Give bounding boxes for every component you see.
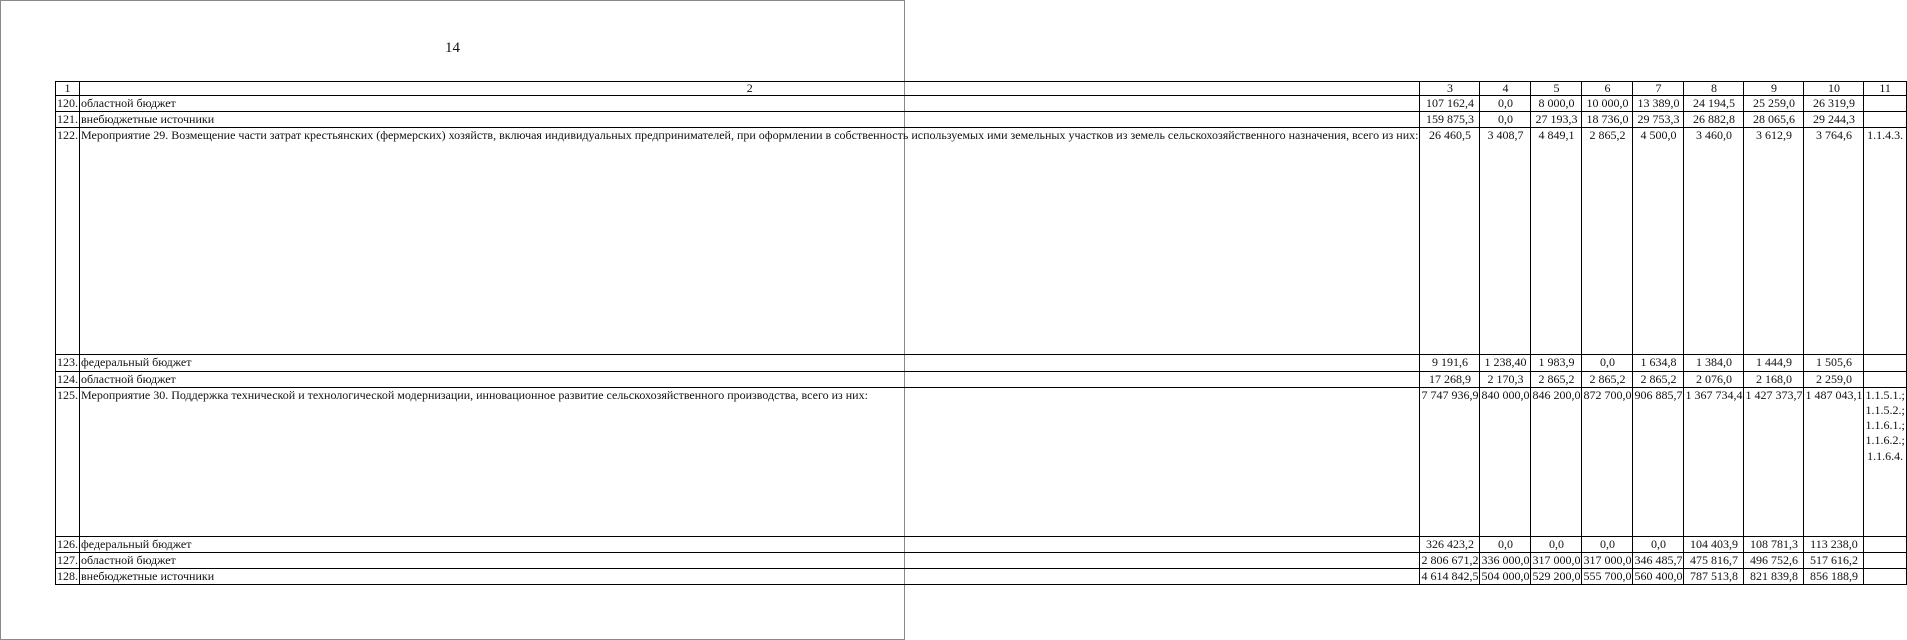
value-cell: 840 000,0 — [1480, 387, 1531, 536]
code-cell — [1864, 355, 1906, 371]
row-number: 124. — [57, 371, 78, 386]
code-cell — [1864, 112, 1906, 128]
value-cell: 4 500,0 — [1633, 128, 1684, 355]
value-cell: 1 384,0 — [1684, 355, 1744, 371]
value-cell: 317 000,0 — [1583, 553, 1632, 568]
row-name: внебюджетные источники — [80, 112, 1420, 128]
row-name: областной бюджет — [80, 96, 1420, 112]
column-header: 3 — [1420, 82, 1480, 96]
row-name: Мероприятие 30. Поддержка технической и технологической модернизации, инновационное развитие сельскохозяйственного производства, всего из них: — [80, 387, 1420, 536]
code-cell — [1864, 371, 1906, 387]
value-cell: 29 753,3 — [1633, 112, 1684, 128]
value-cell: 2 168,0 — [1744, 371, 1804, 387]
value-cell: 0,0 — [1582, 355, 1633, 371]
row-number: 125. — [56, 387, 80, 536]
value-cell: 108 781,3 — [1744, 536, 1804, 552]
value-cell: 560 400,0 — [1634, 569, 1683, 584]
value-cell: 9 191,6 — [1420, 355, 1480, 371]
row-name: областной бюджет — [80, 371, 1420, 387]
value-cell: 8 000,0 — [1531, 96, 1582, 112]
page-number: 14 — [445, 40, 460, 56]
value-cell: 2 865,2 — [1582, 371, 1633, 387]
value-cell: 1 634,8 — [1633, 355, 1684, 371]
value-cell: 2 806 671,2 — [1421, 553, 1479, 568]
value-cell: 104 403,9 — [1684, 536, 1744, 552]
table-row — [56, 112, 1907, 128]
code-cell — [1864, 128, 1906, 355]
row-number: 121. — [57, 112, 78, 127]
value-cell: 0,0 — [1480, 96, 1531, 112]
value-cell: 1 444,9 — [1744, 355, 1804, 371]
value-cell: 317 000,0 — [1532, 553, 1581, 568]
row-name: внебюджетные источники — [80, 569, 1420, 585]
code-line: 1.1.5.1.; — [1865, 387, 1905, 402]
value-cell: 3 408,7 — [1480, 128, 1531, 355]
value-cell: 821 839,8 — [1744, 569, 1804, 585]
value-cell: 2 865,2 — [1633, 371, 1684, 387]
value-cell: 29 244,3 — [1804, 112, 1864, 128]
value-cell: 2 170,3 — [1480, 371, 1531, 387]
value-cell: 336 000,0 — [1481, 553, 1530, 568]
value-cell: 13 389,0 — [1633, 96, 1684, 112]
value-cell: 2 076,0 — [1684, 371, 1744, 387]
value-cell: 26 882,8 — [1684, 112, 1744, 128]
value-cell: 504 000,0 — [1481, 569, 1530, 584]
value-cell: 4 849,1 — [1531, 128, 1582, 355]
value-cell: 27 193,3 — [1531, 112, 1582, 128]
column-header: 9 — [1744, 82, 1804, 96]
value-cell: 28 065,6 — [1744, 112, 1804, 128]
column-header: 6 — [1582, 82, 1633, 96]
row-name: федеральный бюджет — [80, 536, 1420, 552]
table-header-row — [56, 82, 1907, 96]
code-cell — [1864, 96, 1906, 112]
table-row — [56, 387, 1907, 536]
value-cell: 846 200,0 — [1531, 387, 1582, 536]
value-cell: 517 616,2 — [1804, 553, 1864, 569]
value-cell: 3 460,0 — [1684, 128, 1744, 355]
value-cell: 107 162,4 — [1420, 96, 1480, 112]
value-cell: 0,0 — [1582, 536, 1633, 552]
code-line: 1.1.5.2.; — [1865, 403, 1905, 418]
value-cell: 326 423,2 — [1420, 536, 1480, 552]
value-cell: 17 268,9 — [1420, 371, 1480, 387]
value-cell: 856 188,9 — [1804, 569, 1864, 585]
value-cell: 4 614 842,5 — [1421, 569, 1479, 584]
value-cell: 0,0 — [1480, 112, 1531, 128]
value-cell: 872 700,0 — [1582, 387, 1633, 536]
value-cell: 113 238,0 — [1804, 536, 1864, 552]
value-cell: 906 885,7 — [1633, 387, 1684, 536]
value-cell: 10 000,0 — [1582, 96, 1633, 112]
table-row — [56, 355, 1907, 371]
row-number: 123. — [57, 355, 78, 370]
table-row — [56, 553, 1907, 569]
value-cell: 3 764,6 — [1804, 128, 1864, 355]
value-cell: 7 747 936,9 — [1420, 387, 1480, 536]
value-cell: 2 865,2 — [1582, 128, 1633, 355]
value-cell: 159 875,3 — [1420, 112, 1480, 128]
code-cell — [1864, 553, 1906, 569]
value-cell: 475 816,7 — [1684, 553, 1744, 569]
value-cell: 2 865,2 — [1531, 371, 1582, 387]
value-cell: 0,0 — [1531, 536, 1582, 552]
value-cell: 26 460,5 — [1420, 128, 1480, 355]
value-cell: 496 752,6 — [1744, 553, 1804, 569]
value-cell: 346 485,7 — [1634, 553, 1683, 568]
value-cell: 2 259,0 — [1804, 371, 1864, 387]
row-number: 120. — [57, 96, 78, 110]
value-cell: 1 367 734,4 — [1684, 387, 1744, 536]
value-cell: 1 427 373,7 — [1744, 387, 1804, 536]
value-cell: 787 513,8 — [1684, 569, 1744, 585]
code-cell — [1864, 387, 1906, 536]
column-header: 10 — [1804, 82, 1864, 96]
value-cell: 26 319,9 — [1804, 96, 1864, 112]
column-header: 5 — [1531, 82, 1582, 96]
value-cell: 1 983,9 — [1531, 355, 1582, 371]
value-cell: 0,0 — [1480, 536, 1531, 552]
budget-table — [55, 81, 1907, 585]
value-cell: 1 238,40 — [1480, 355, 1531, 371]
code-cell — [1864, 569, 1906, 585]
code-line: 1.1.4.3. — [1867, 128, 1904, 143]
value-cell: 18 736,0 — [1582, 112, 1633, 128]
row-number: 128. — [57, 569, 78, 584]
code-cell — [1864, 536, 1906, 552]
table-row — [56, 371, 1907, 387]
value-cell: 1 487 043,1 — [1804, 387, 1864, 536]
value-cell: 24 194,5 — [1684, 96, 1744, 112]
value-cell: 0,0 — [1633, 536, 1684, 552]
value-cell: 529 200,0 — [1532, 569, 1581, 584]
value-cell: 555 700,0 — [1583, 569, 1632, 584]
column-header: 7 — [1633, 82, 1684, 96]
code-line: 1.1.6.4. — [1867, 448, 1904, 463]
column-header: 2 — [80, 82, 1420, 96]
value-cell: 25 259,0 — [1744, 96, 1804, 112]
row-number: 126. — [57, 536, 78, 551]
value-cell: 1 505,6 — [1804, 355, 1864, 371]
table-row — [56, 96, 1907, 112]
value-cell: 3 612,9 — [1744, 128, 1804, 355]
row-number: 127. — [57, 553, 78, 568]
code-line: 1.1.6.2.; — [1865, 433, 1905, 448]
table-row — [56, 128, 1907, 355]
table-row — [56, 569, 1907, 585]
row-name: федеральный бюджет — [80, 355, 1420, 371]
row-number: 122. — [56, 128, 80, 355]
row-name: областной бюджет — [80, 553, 1420, 569]
column-header: 4 — [1480, 82, 1531, 96]
code-line: 1.1.6.1.; — [1865, 418, 1905, 433]
row-name: Мероприятие 29. Возмещение части затрат крестьянских (фермерских) хозяйств, включая индивидуальных предпринимателей, при оформлении в собственность используемых ими земельных участков из земель сельскохозяйственного назначения, всего из них: — [80, 128, 1420, 355]
table-row — [56, 536, 1907, 552]
column-header: 11 — [1864, 82, 1906, 96]
column-header: 1 — [56, 82, 80, 96]
column-header: 8 — [1684, 82, 1744, 96]
